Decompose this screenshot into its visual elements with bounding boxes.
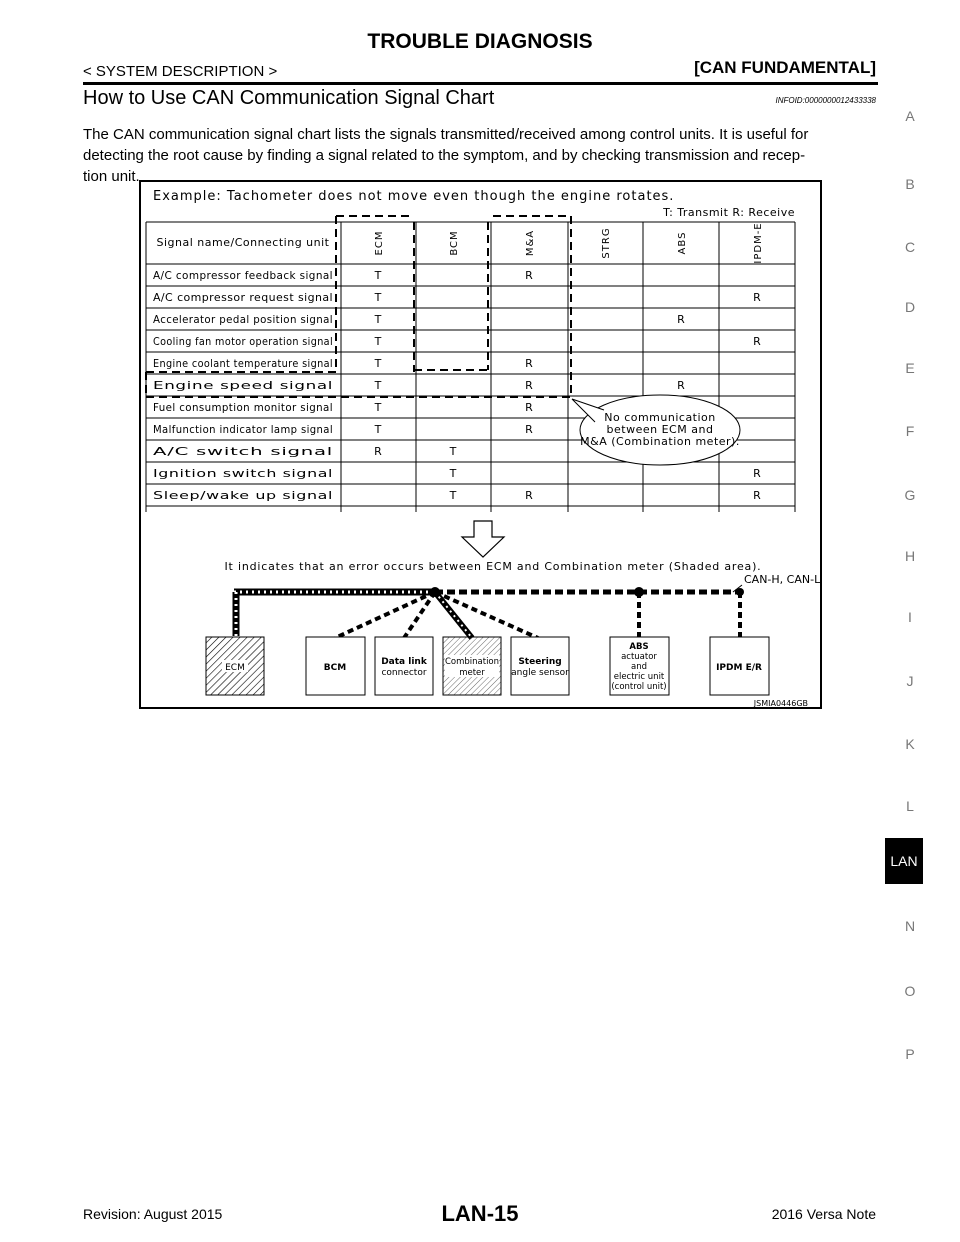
paragraph-line: detecting the root cause by finding a signal related to the symptom, and by checking transmission and recep- [83, 147, 806, 164]
unit-header-label: IPDM-E [753, 222, 764, 264]
signal-cell: R [677, 313, 685, 326]
signal-cell: R [753, 467, 761, 480]
signal-cell: T [374, 379, 382, 392]
paragraph-line: tion unit. [83, 168, 140, 185]
signal-name: Ignition switch signal [153, 468, 333, 480]
ipdm-label: IPDM E/R [716, 663, 762, 673]
down-arrow [462, 521, 504, 557]
bcm-bus-drop [335, 592, 435, 638]
side-index-letter[interactable]: I [908, 609, 912, 625]
side-index-letter[interactable]: A [905, 108, 915, 124]
steering-label: angle sensor [511, 668, 569, 678]
unit-header-label: ABS [677, 231, 688, 255]
signal-name: A/C compressor request signal [153, 292, 333, 304]
signal-cell: T [449, 489, 457, 502]
signal-rows [153, 269, 761, 502]
steering-label: Steering [518, 657, 562, 667]
signal-cell: R [753, 291, 761, 304]
signal-cell: T [374, 423, 382, 436]
callout-text: M&A (Combination meter). [580, 435, 740, 448]
signal-cell: T [374, 401, 382, 414]
callout-text: between ECM and [606, 423, 714, 436]
side-index-letter[interactable]: K [905, 736, 915, 752]
unit-header-label: ECM [374, 230, 385, 256]
signal-cell: R [753, 335, 761, 348]
side-index-letter[interactable]: F [905, 423, 915, 439]
signal-cell: T [374, 357, 382, 370]
bus-junction [430, 587, 440, 597]
ecm-label: ECM [225, 663, 245, 673]
legend-text: T: Transmit R: Receive [663, 206, 795, 219]
bus-junction [634, 587, 644, 597]
signal-cell: R [525, 379, 533, 392]
signal-cell: R [753, 489, 761, 502]
signal-cell: R [525, 401, 533, 414]
signal-cell: R [525, 357, 533, 370]
abs-label: ABS [629, 642, 649, 652]
signal-cell: R [525, 423, 533, 436]
meter-label: Combination [444, 657, 500, 667]
page-title: TROUBLE DIAGNOSIS [367, 30, 593, 53]
side-index-letter[interactable]: J [906, 673, 914, 689]
signal-cell: T [374, 313, 382, 326]
footer-revision: Revision: August 2015 [83, 1206, 223, 1222]
signal-name: Malfunction indicator lamp signal [153, 424, 333, 436]
meter-label: meter [459, 668, 485, 678]
dlc-bus-drop [404, 592, 435, 638]
info-id: INFOID:0000000012433338 [775, 96, 876, 105]
unit-header-label: BCM [449, 230, 460, 256]
abs-label: (control unit) [611, 682, 667, 692]
abs-label: actuator [621, 652, 657, 662]
bus-label: CAN-H, CAN-L [744, 573, 821, 586]
signal-cell: T [374, 291, 382, 304]
callout-text: No communication [604, 411, 716, 424]
unit-headers [374, 222, 764, 263]
header-signal-label: Signal name/Connecting unit [156, 236, 330, 249]
side-index-letter[interactable]: B [905, 176, 915, 192]
side-index-letter[interactable]: N [904, 918, 916, 934]
bcm-label: BCM [323, 663, 347, 673]
header-section-label: < SYSTEM DESCRIPTION > [83, 63, 278, 80]
side-index-current-tab[interactable]: LAN [885, 838, 923, 884]
footer-model: 2016 Versa Note [771, 1206, 876, 1222]
paragraph-line: The CAN communication signal chart lists the signals transmitted/received among control units. It is useful for [83, 126, 809, 143]
dlc-label: Data link [381, 657, 427, 667]
unit-header-label: STRG [601, 227, 612, 259]
signal-cell: R [525, 489, 533, 502]
signal-name: A/C switch signal [153, 446, 333, 458]
signal-cell: R [677, 379, 685, 392]
signal-cell: R [525, 269, 533, 282]
signal-name: Fuel consumption monitor signal [153, 402, 333, 414]
signal-name: A/C compressor feedback signal [153, 270, 333, 282]
section-title: How to Use CAN Communication Signal Chart [83, 87, 495, 109]
figure-code: JSMIA0446GB [753, 699, 808, 708]
bus-junction [736, 588, 744, 596]
side-index-letter[interactable]: P [905, 1046, 915, 1062]
side-index-letter[interactable]: O [904, 983, 916, 999]
signal-name: Cooling fan motor operation signal [153, 336, 333, 348]
header-category-label: [CAN FUNDAMENTAL] [694, 58, 876, 77]
signal-cell: R [374, 445, 382, 458]
side-index-letter[interactable]: L [906, 798, 914, 814]
signal-cell: T [449, 445, 457, 458]
side-index-letter[interactable]: G [904, 487, 916, 503]
example-caption: Example: Tachometer does not move even though the engine rotates. [153, 189, 675, 204]
signal-cell: T [449, 467, 457, 480]
side-index-letter[interactable]: C [904, 239, 916, 255]
side-index-letter[interactable]: H [904, 548, 916, 564]
meter-bus-drop [435, 592, 472, 638]
signal-cell: T [374, 269, 382, 282]
indicates-text: It indicates that an error occurs between ECM and Combination meter (Shaded area). [224, 560, 762, 573]
signal-name: Accelerator pedal position signal [153, 314, 333, 326]
signal-name: Engine coolant temperature signal [153, 358, 333, 370]
signal-name: Engine speed signal [153, 380, 333, 392]
side-index-letter[interactable]: E [905, 360, 915, 376]
abs-label: and [631, 662, 647, 672]
signal-cell: T [374, 335, 382, 348]
unit-header-label: M&A [525, 229, 536, 257]
dlc-label: connector [381, 668, 427, 678]
signal-name: Sleep/wake up signal [153, 490, 333, 502]
abs-label: electric unit [613, 672, 665, 682]
side-index-letter[interactable]: D [904, 299, 916, 315]
page-number: LAN-15 [441, 1201, 519, 1226]
